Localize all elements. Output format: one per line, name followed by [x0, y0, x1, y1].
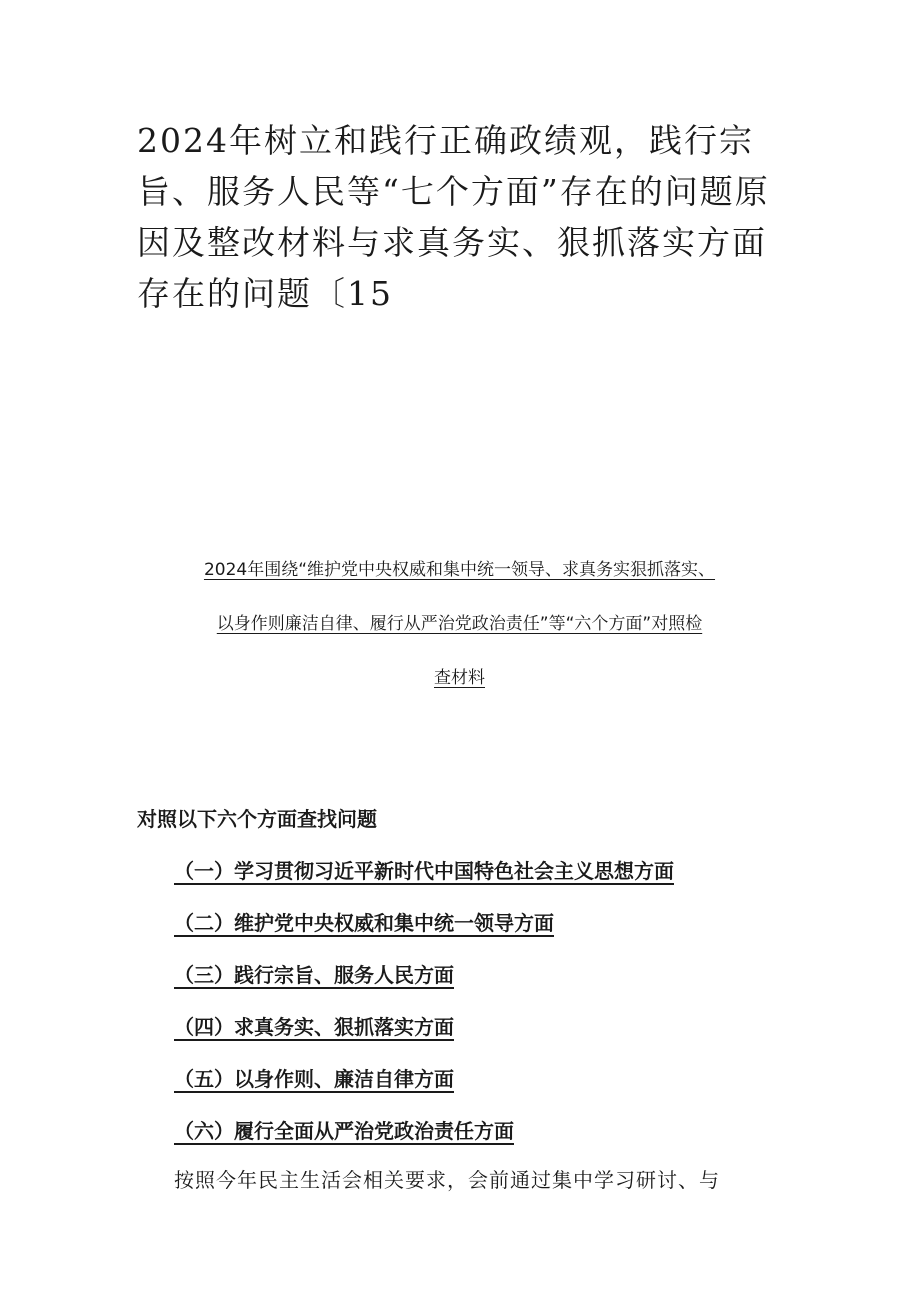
aspect-item-text: （四）求真务实、狠抓落实方面 [174, 1015, 454, 1039]
aspect-item-text: （三）践行宗旨、服务人民方面 [174, 963, 454, 987]
document-title: 2024年树立和践行正确政绩观，践行宗旨、服务人民等“七个方面”存在的问题原因及整改材料与求真务实、狠抓落实方面存在的问题〔15 [137, 121, 770, 313]
aspect-item [174, 1064, 674, 1116]
aspect-item-text: （六）履行全面从严治党政治责任方面 [174, 1119, 514, 1143]
aspect-item [174, 856, 674, 908]
aspect-item [174, 1116, 674, 1168]
aspect-item [174, 908, 674, 960]
aspects-list [174, 856, 674, 1168]
subtitle-line [137, 556, 782, 585]
subtitle-line [137, 664, 782, 693]
section-heading: 对照以下六个方面查找问题 [137, 807, 377, 831]
subtitle-line-text: 查材料 [434, 668, 485, 688]
body-paragraph: 按照今年民主生活会相关要求，会前通过集中学习研讨、与 [174, 1168, 720, 1192]
aspect-item [174, 960, 674, 1012]
document-subtitle [137, 556, 782, 718]
subtitle-line-text: 2024年围绕“维护党中央权威和集中统一领导、求真务实狠抓落实、 [203, 560, 716, 580]
aspect-item [174, 1012, 674, 1064]
subtitle-line-text: 以身作则廉洁自律、履行从严治党政治责任”等“六个方面”对照检 [216, 614, 703, 634]
aspect-item-text: （二）维护党中央权威和集中统一领导方面 [174, 911, 554, 935]
aspect-item-text: （五）以身作则、廉洁自律方面 [174, 1067, 454, 1091]
subtitle-line [137, 610, 782, 639]
aspect-item-text: （一）学习贯彻习近平新时代中国特色社会主义思想方面 [174, 859, 674, 883]
